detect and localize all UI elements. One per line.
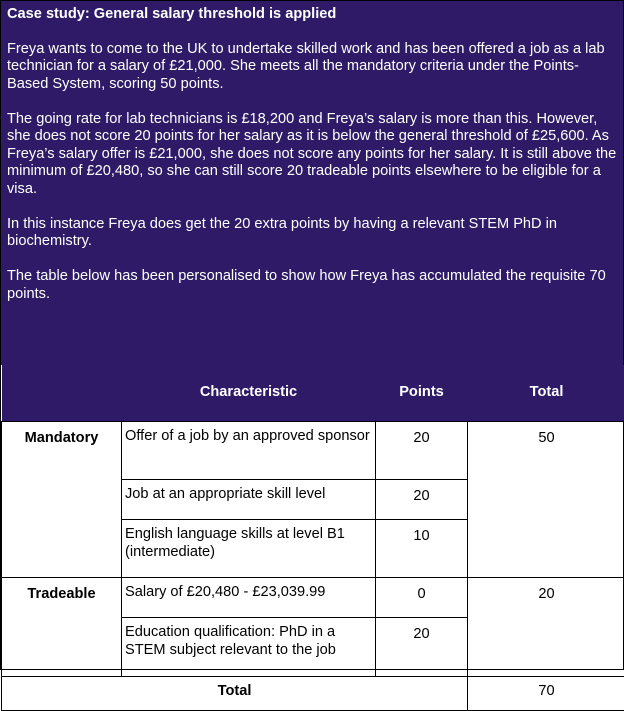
points-table [1, 365, 624, 711]
header-total: Total [468, 365, 624, 422]
case-study-title: Case study: General salary threshold is applied [7, 6, 617, 24]
characteristic-cell: Job at an appropriate skill level [122, 480, 376, 520]
total-value: 70 [468, 677, 624, 711]
characteristic-cell: English language skills at level B1 (intermediate) [122, 520, 376, 578]
case-study-paragraph-3: In this instance Freya does get the 20 extra points by having a relevant STEM PhD in biochemistry. [7, 216, 617, 251]
case-study-paragraph-4: The table below has been personalised to show how Freya has accumulated the requisite 70 points. [7, 268, 617, 303]
header-characteristic: Characteristic [122, 365, 376, 422]
total-label: Total [2, 677, 468, 711]
points-cell: 10 [376, 520, 468, 578]
case-study-paragraph-1: Freya wants to come to the UK to undertake skilled work and has been offered a job as a lab technician for a salary of £21,000. She meets all the mandatory criteria under the Points-Based System, scoring 50 points. [7, 41, 617, 94]
category-mandatory: Mandatory [2, 422, 122, 578]
points-table-header [2, 365, 624, 422]
characteristic-cell: Offer of a job by an approved sponsor [122, 422, 376, 480]
case-study-panel [1, 1, 623, 365]
points-cell: 20 [376, 422, 468, 480]
table-row [2, 578, 624, 618]
case-study-paragraph-2: The going rate for lab technicians is £18,200 and Freya’s salary is more than this. However, she does not score 20 points for her salary as it is below the general threshold of £25,600. As Freya’s salary offer is £21,000, she does not score any points for her salary. It is still above the minimum of £20,480, so she can still score 20 tradeable points elsewhere to be eligible for a visa. [7, 111, 617, 199]
header-points: Points [376, 365, 468, 422]
mandatory-total: 50 [468, 422, 624, 578]
points-cell: 20 [376, 618, 468, 677]
table-total-row [2, 677, 624, 711]
characteristic-cell: Salary of £20,480 - £23,039.99 [122, 578, 376, 618]
points-cell: 20 [376, 480, 468, 520]
characteristic-cell: Education qualification: PhD in a STEM subject relevant to the job [122, 618, 376, 677]
tradeable-total: 20 [468, 578, 624, 677]
points-cell: 0 [376, 578, 468, 618]
header-blank [2, 365, 122, 422]
category-tradeable: Tradeable [2, 578, 122, 677]
table-row [2, 422, 624, 480]
